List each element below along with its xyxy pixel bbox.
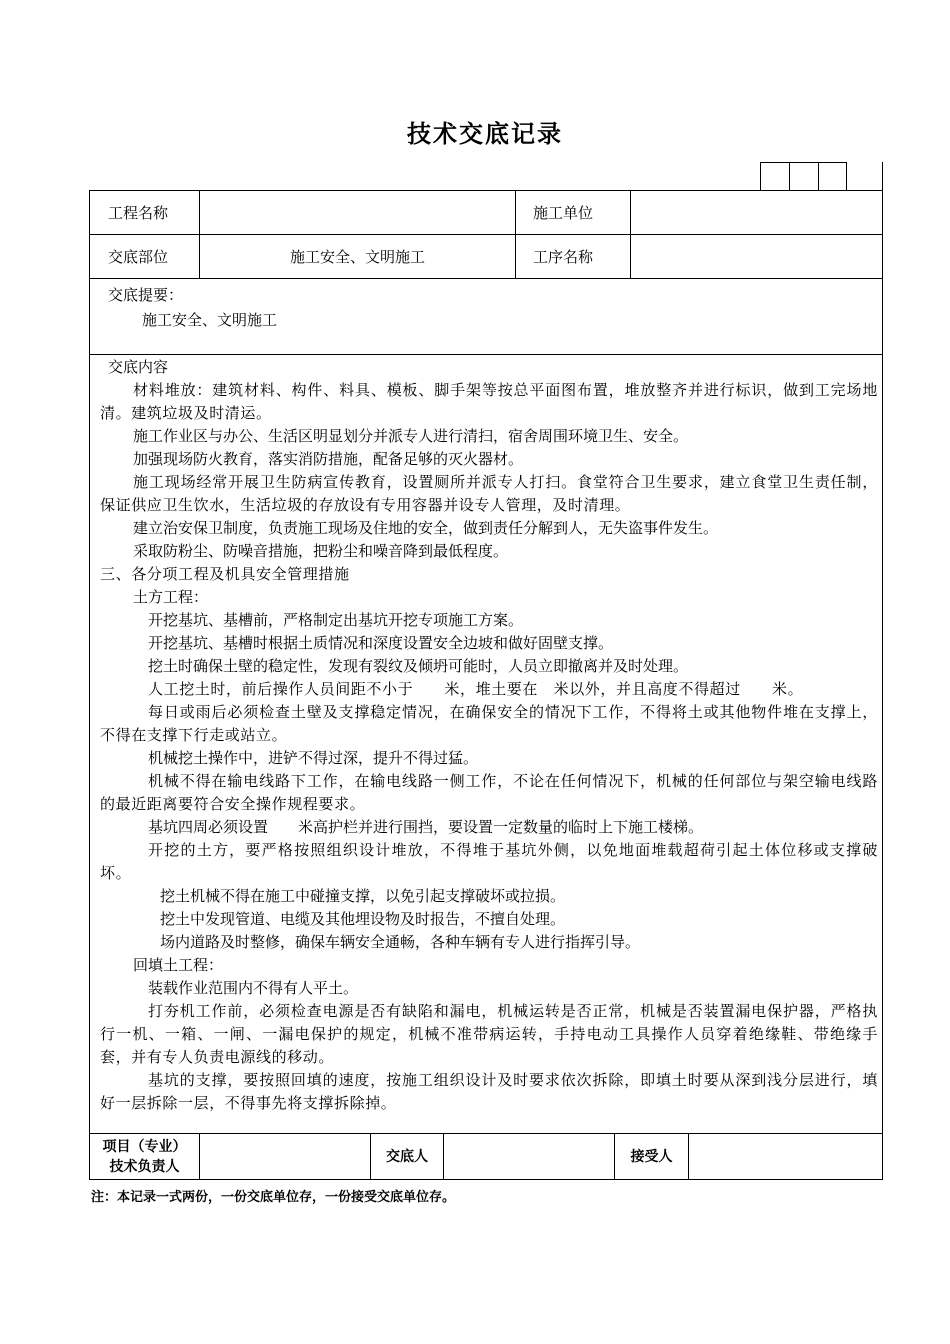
frame-edge-line xyxy=(882,162,883,190)
content-paragraph: 基坑四周必须设置 米高护栏并进行围挡，要设置一定数量的临时上下施工楼梯。 xyxy=(148,818,704,836)
part-field[interactable]: 施工安全、文明施工 xyxy=(289,248,425,266)
project-name-label: 工程名称 xyxy=(108,204,169,222)
content-paragraph: 基坑的支撑，要按照回填的速度，按施工组织设计及时要求依次拆除，即填土时要从深到浅分层进行，填好一层拆除一层，不得事先将支撑拆除掉。 xyxy=(100,1071,878,1112)
content-paragraph: 装载作业范围内不得有人平土。 xyxy=(148,979,359,997)
content-paragraph: 建立治安保卫制度，负责施工现场及住地的安全，做到责任分解到人，无失盗事件发生。 xyxy=(133,519,719,537)
subsection-heading: 回填土工程： xyxy=(133,956,224,974)
page-title: 技术交底记录 xyxy=(407,120,563,148)
tech-leader-label-line2: 技术负责人 xyxy=(109,1158,180,1175)
construction-unit-field[interactable] xyxy=(631,191,882,234)
content-paragraph: 机械挖土操作中，进铲不得过深，提升不得过猛。 xyxy=(148,749,479,767)
record-number-box[interactable] xyxy=(760,162,789,190)
content-label: 交底内容 xyxy=(108,358,169,376)
content-paragraph: 打夯机工作前，必须检查电源是否有缺陷和漏电，机械运转是否正常，机械是否装置漏电保护器，严格执行一机、一箱、一闸、一漏电保护的规定，机械不准带病运转，手持电动工具操作人员穿着绝缘鞋、带绝缘手套，并有专人负责电源线的移动。 xyxy=(100,1002,878,1066)
content-paragraph: 施工作业区与办公、生活区明显划分并派专人进行清扫，宿舍周围环境卫生、安全。 xyxy=(133,427,689,445)
content-paragraph: 挖土时确保土壁的稳定性，发现有裂纹及倾坍可能时，人员立即撤离并及时处理。 xyxy=(148,657,689,675)
tech-leader-field[interactable] xyxy=(200,1134,370,1179)
content-paragraph: 施工现场经常开展卫生防病宣传教育，设置厕所并派专人打扫。食堂符合卫生要求，建立食堂卫生责任制，保证供应卫生饮水，生活垃圾的存放设有专用容器并设专人管理，及时清理。 xyxy=(100,473,878,514)
content-paragraph: 加强现场防火教育，落实消防措施，配备足够的灭火器材。 xyxy=(133,450,524,468)
discloser-field[interactable] xyxy=(444,1134,614,1179)
part-label: 交底部位 xyxy=(108,248,169,266)
receiver-field[interactable] xyxy=(689,1134,882,1179)
section-heading: 三、各分项工程及机具安全管理措施 xyxy=(100,565,350,583)
content-paragraph: 机械不得在输电线路下工作，在输电线路一侧工作，不论在任何情况下，机械的任何部位与架空输电线路的最近距离要符合安全操作规程要求。 xyxy=(100,772,878,813)
content-paragraph: 材料堆放：建筑材料、构件、料具、模板、脚手架等按总平面图布置，堆放整齐并进行标识，做到工完场地清。建筑垃圾及时清运。 xyxy=(100,381,878,422)
tech-leader-label-line1: 项目（专业） xyxy=(102,1138,187,1155)
record-number-box[interactable] xyxy=(818,162,847,190)
content-paragraph: 开挖的土方，要严格按照组织设计堆放，不得堆于基坑外侧，以免地面堆载超荷引起土体位移或支撑破坏。 xyxy=(100,841,878,882)
discloser-label: 交底人 xyxy=(386,1148,428,1165)
row-divider xyxy=(90,278,882,279)
content-paragraph: 开挖基坑、基槽时根据土质情况和深度设置安全边坡和做好固壁支撑。 xyxy=(148,634,614,652)
tech-leader-label xyxy=(90,1134,199,1179)
summary-text: 施工安全、文明施工 xyxy=(142,311,278,329)
content-paragraph: 人工挖土时，前后操作人员间距不小于 米，堆土要在 米以外，并且高度不得超过 米。 xyxy=(148,680,804,698)
construction-unit-label: 施工单位 xyxy=(533,204,594,222)
process-field[interactable] xyxy=(631,235,882,278)
footnote: 注：本记录一式两份，一份交底单位存，一份接受交底单位存。 xyxy=(91,1190,456,1205)
content-paragraph: 挖土机械不得在施工中碰撞支撑，以免引起支撑破坏或拉损。 xyxy=(160,887,566,905)
subsection-heading: 土方工程： xyxy=(133,588,209,606)
content-paragraph: 每日或雨后必须检查土壁及支撑稳定情况，在确保安全的情况下工作，不得将土或其他物件堆在支撑上，不得在支撑下行走或站立。 xyxy=(100,703,878,744)
process-label: 工序名称 xyxy=(533,248,594,266)
disclosure-content xyxy=(100,356,878,1115)
record-number-box[interactable] xyxy=(789,162,818,190)
row-divider xyxy=(90,354,882,355)
content-paragraph: 开挖基坑、基槽前，严格制定出基坑开挖专项施工方案。 xyxy=(148,611,524,629)
content-paragraph: 挖土中发现管道、电缆及其他埋设物及时报告，不擅自处理。 xyxy=(160,910,566,928)
content-paragraph: 采取防粉尘、防噪音措施，把粉尘和噪音降到最低程度。 xyxy=(133,542,509,560)
summary-label: 交底提要： xyxy=(108,286,184,304)
project-name-field[interactable] xyxy=(200,191,515,234)
column-divider xyxy=(515,191,516,278)
receiver-label: 接受人 xyxy=(630,1148,673,1165)
content-paragraph: 场内道路及时整修，确保车辆安全通畅，各种车辆有专人进行指挥引导。 xyxy=(160,933,641,951)
